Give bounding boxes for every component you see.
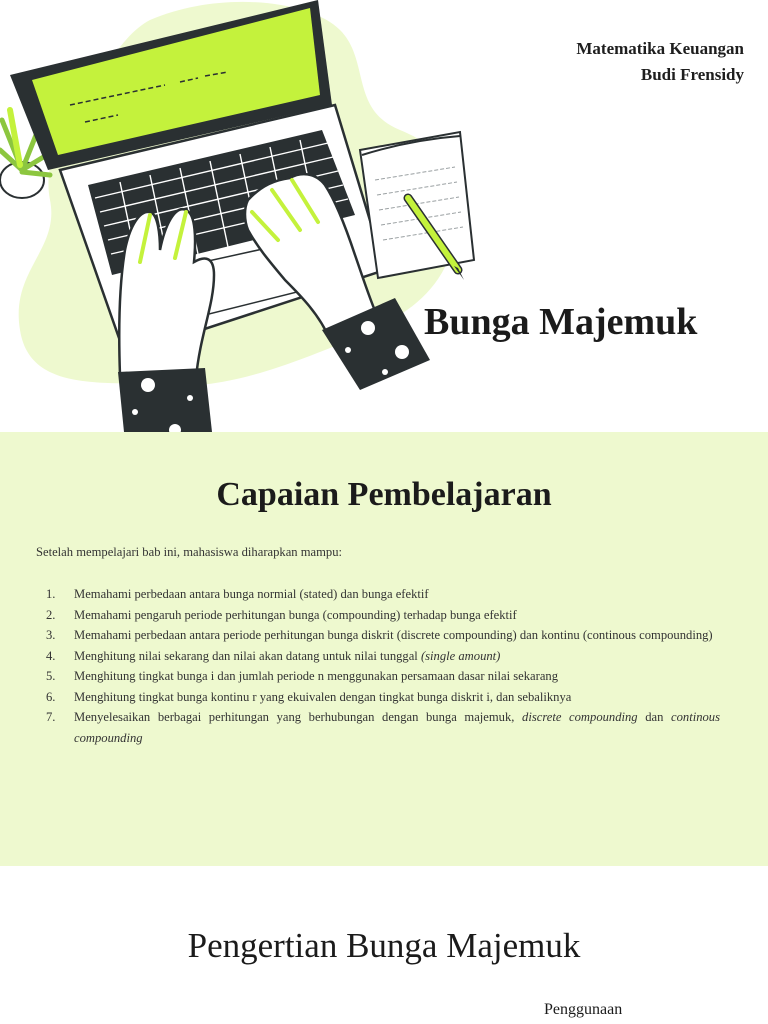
intro-text: Setelah mempelajari bab ini, mahasiswa diharapkan mampu: [36, 545, 343, 559]
item-text: Memahami pengaruh periode perhitungan bunga (compounding) terhadap bunga efektif [74, 607, 517, 622]
subheading: Penggunaan [544, 1001, 623, 1018]
list-item [38, 646, 720, 667]
item-text: Menghitung nilai sekarang dan nilai akan datang untuk nilai tunggal [74, 648, 421, 663]
item-emphasis-2: continous compounding [74, 710, 721, 745]
list-item [38, 625, 720, 646]
item-text: Menyelesaikan berbagai perhitungan yang berhubungan dengan bunga majemuk, [74, 710, 523, 724]
item-number: 5. [46, 669, 56, 683]
item-text: Memahami perbedaan antara bunga normial (stated) dan bunga efektif [74, 587, 429, 601]
course-name: Matematika Keuangan [576, 39, 744, 58]
list-item [38, 605, 720, 626]
list-item [38, 584, 720, 605]
learning-outcomes-list [38, 584, 720, 748]
item-number: 3. [46, 628, 56, 642]
laptop-typing-illustration [0, 0, 490, 432]
list-item [38, 707, 720, 748]
item-number: 6. [46, 689, 56, 704]
course-meta [576, 36, 744, 88]
slide-heading: Capaian Pembelajaran [216, 476, 552, 513]
title-slide [0, 0, 768, 432]
author-name: Budi Frensidy [640, 65, 744, 84]
list-item [38, 687, 720, 708]
item-text: Menghitung tingkat bunga i dan jumlah periode n menggunakan persamaan dasar nilai sekarang [74, 669, 559, 683]
list-item [38, 666, 720, 687]
item-text: Menghitung tingkat bunga kontinu r yang ekuivalen dengan tingkat bunga diskrit i, dan sebaliknya [74, 689, 572, 704]
item-emphasis: (single amount) [420, 648, 501, 663]
item-number: 2. [46, 607, 56, 622]
slide-title: Bunga Majemuk [424, 301, 698, 343]
item-number: 7. [46, 710, 56, 724]
item-number: 4. [46, 648, 56, 663]
item-text-cont: dan [637, 710, 672, 724]
item-text: Memahami perbedaan antara periode perhitungan bunga diskrit (discrete compounding) dan kontinu (continous compounding) [74, 628, 713, 642]
learning-outcomes-slide [0, 432, 768, 866]
definition-slide [0, 866, 768, 1024]
item-number: 1. [46, 587, 56, 601]
item-emphasis: discrete compounding [522, 710, 638, 724]
slide-heading: Pengertian Bunga Majemuk [187, 926, 581, 965]
